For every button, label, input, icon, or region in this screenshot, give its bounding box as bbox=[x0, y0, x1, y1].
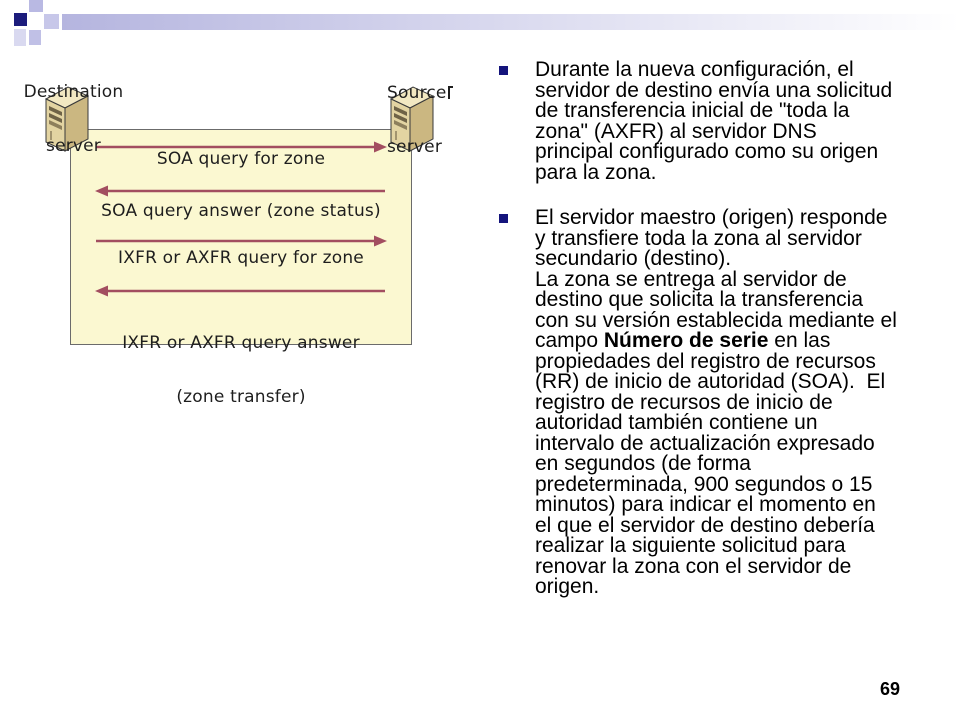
text-line: con su versión establecida mediante el bbox=[535, 308, 897, 332]
text-line: minutos) para indicar el momento en bbox=[535, 493, 876, 516]
label-text: Source bbox=[387, 83, 447, 103]
text-line: en segundos (de forma bbox=[535, 452, 751, 475]
text-line: predeterminada, 900 segundos o 15 bbox=[535, 472, 873, 496]
text-line: para la zona. bbox=[535, 160, 657, 184]
serial-number-term: Número de serie bbox=[603, 329, 769, 352]
bullet-paragraph-1 bbox=[535, 60, 892, 183]
text-line: zona" (AXFR) al servidor DNS bbox=[535, 119, 817, 143]
arrow-head bbox=[374, 236, 387, 247]
page-number: 69 bbox=[879, 679, 900, 699]
label-line: IXFR or AXFR query answer bbox=[122, 333, 360, 353]
text-line: el que el servidor de destino debería bbox=[535, 513, 875, 537]
label-line: server bbox=[387, 137, 443, 157]
arrow-head bbox=[95, 286, 108, 297]
text-line: registro de recursos de inicio de bbox=[535, 390, 833, 414]
zone-transfer-diagram bbox=[0, 0, 470, 407]
arrow-soa-answer bbox=[95, 186, 385, 197]
square-bullet-icon bbox=[499, 214, 508, 223]
text-line: de transferencia inicial de "toda la bbox=[535, 99, 850, 122]
text-line: destino que solicita la transferencia bbox=[535, 288, 864, 311]
text-line: La zona se entrega al servidor de bbox=[535, 267, 847, 291]
message-label-soa-query: SOA query for zone bbox=[156, 149, 326, 169]
text-line: (RR) de inicio de autoridad (SOA). El bbox=[535, 370, 886, 393]
label-line: server bbox=[45, 136, 101, 156]
label-line: Destination bbox=[23, 82, 124, 102]
label-line bbox=[387, 84, 453, 102]
text-line: autoridad también contiene un bbox=[535, 411, 818, 434]
text-line bbox=[535, 331, 897, 352]
destination-server-label bbox=[14, 47, 133, 191]
label-line: (zone transfer) bbox=[176, 387, 306, 407]
text-line: Durante la nueva configuración, el bbox=[535, 58, 854, 81]
bullet-paragraph-2 bbox=[535, 208, 897, 598]
text-line: y transfiere toda la zona al servidor bbox=[535, 226, 862, 250]
text-line: El servidor maestro (origen) responde bbox=[535, 206, 888, 229]
text-line: realizar la siguiente solicitud para bbox=[535, 534, 846, 557]
text-line: secundario (destino). bbox=[535, 247, 732, 270]
square-bullet-icon bbox=[499, 66, 508, 75]
cropped-glyph bbox=[448, 86, 453, 99]
text-segment: campo bbox=[535, 329, 604, 352]
text-line: renovar la zona con el servidor de bbox=[535, 554, 852, 578]
arrow-xfr-query bbox=[96, 236, 387, 247]
text-line: intervalo de actualización expresado bbox=[535, 431, 875, 455]
text-line: servidor de destino envía una solicitud bbox=[535, 78, 893, 102]
text-line: principal configurado como su origen bbox=[535, 140, 879, 163]
source-server-label bbox=[387, 48, 453, 192]
text-line: propiedades del registro de recursos bbox=[535, 349, 876, 373]
message-label-xfr-query: IXFR or AXFR query for zone bbox=[118, 248, 364, 268]
message-label-soa-answer: SOA query answer (zone status) bbox=[101, 201, 381, 221]
text-line: origen. bbox=[535, 575, 600, 598]
message-label-xfr-answer bbox=[70, 298, 412, 442]
arrow-xfr-answer bbox=[95, 286, 385, 297]
text-segment: en las bbox=[768, 329, 831, 352]
